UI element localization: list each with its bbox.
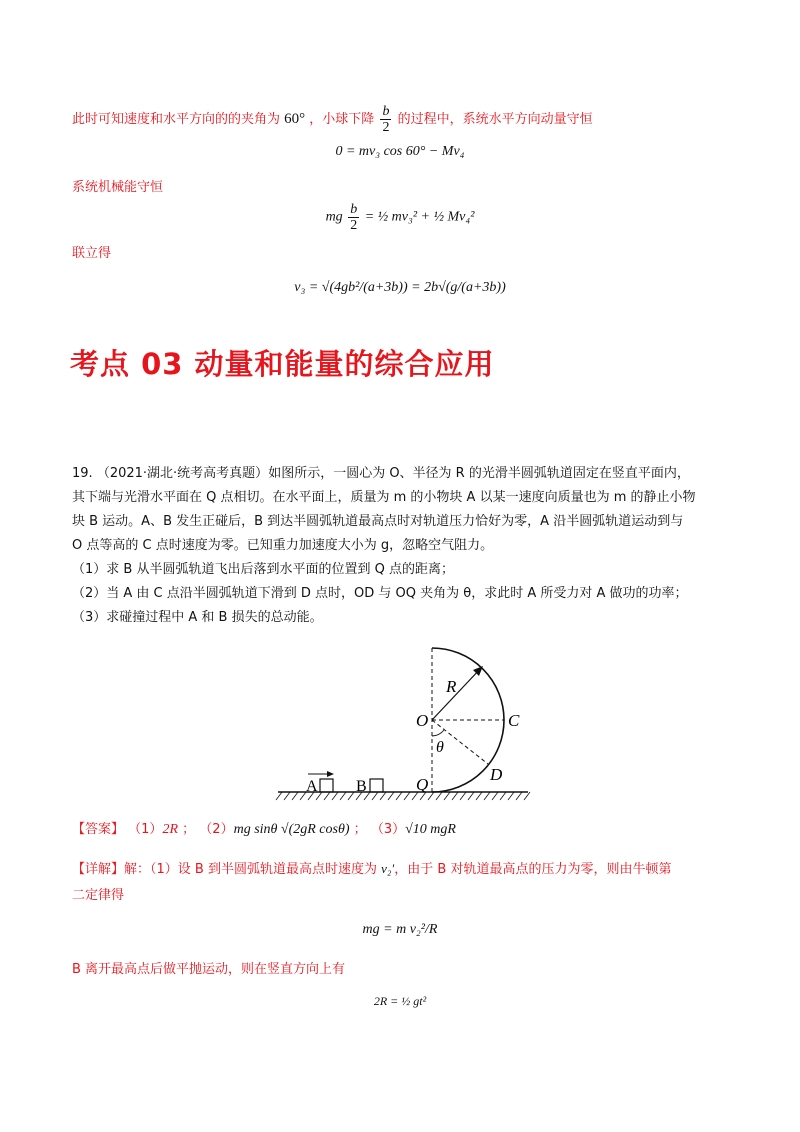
angle-value: 60° xyxy=(284,111,306,127)
velocity-arrowhead xyxy=(327,771,334,777)
answer-3-prefix: （3） xyxy=(370,822,406,837)
label-b: B xyxy=(356,778,367,795)
label-d: D xyxy=(490,765,503,784)
label-c: C xyxy=(508,711,520,730)
answer-1: 2R xyxy=(162,822,178,837)
section-heading: 考点 03 动量和能量的综合应用 xyxy=(70,347,495,381)
answer-2: mg sinθ √(2gR cosθ) xyxy=(233,822,350,837)
problem-line-3: 块 B 运动。A、B 发生正碰后，B 到达半圆弧轨道最高点时对轨道压力恰好为零，A 沿半圆弧轨道运动到与 xyxy=(72,514,684,529)
radius-r xyxy=(432,668,481,720)
problem-text-1: 如图所示，一圆心为 O、半径为 R 的光滑半圆弧轨道固定在竖直平面内， xyxy=(268,466,690,481)
detail-line-3: B 离开最高点后做平抛运动，则在竖直方向上有 xyxy=(72,962,346,977)
answer-2-prefix: （2） xyxy=(199,822,234,837)
answer-1-prefix: （1） xyxy=(128,822,163,837)
label-theta: θ xyxy=(436,739,444,756)
detail-text-1b: ，由于 B 对轨道最高点的压力为零，则由牛顿第 xyxy=(394,862,672,877)
detail-var-v2: v₂′ xyxy=(381,861,395,876)
fraction-denominator: 2 xyxy=(350,218,358,233)
label-o: O xyxy=(416,711,429,730)
answer-sep-2: ； xyxy=(353,822,367,837)
label-r: R xyxy=(446,677,457,696)
solution-text-c: 的过程中，系统水平方向动量守恒 xyxy=(397,112,593,127)
question-2: （2）当 A 由 C 点沿半圆弧轨道下滑到 D 点时，OD 与 OQ 夹角为 θ，求此时 A 所受力对 A 做功的功率； xyxy=(72,586,688,601)
track-diagram xyxy=(270,640,540,808)
theta-arc xyxy=(432,730,444,736)
label-q: Q xyxy=(416,775,429,794)
detail-line-2: 二定律得 xyxy=(72,888,125,903)
problem-line-1 xyxy=(72,462,732,486)
equation-momentum: 0 = mv₃ cos 60° − Mv₄ xyxy=(335,144,465,159)
equation-energy-rhs: = ½ mv₃² + ½ Mv₄² xyxy=(364,209,475,225)
solution-line-2: 系统机械能守恒 xyxy=(72,180,164,195)
problem-number: 19. xyxy=(72,466,93,481)
equation-energy xyxy=(0,202,800,233)
problem-text xyxy=(72,462,732,630)
equation-newton: mg = m v₂²/R xyxy=(362,922,438,937)
solution-line-1 xyxy=(72,104,593,135)
answer-line xyxy=(72,818,456,838)
question-1: （1）求 B 从半圆弧轨道飞出后落到水平面的位置到 Q 点的距离； xyxy=(72,562,454,577)
answer-tag: 【答案】 xyxy=(72,822,125,837)
problem-source: （2021·湖北·统考高考真题） xyxy=(96,466,269,481)
fraction-numerator: b xyxy=(350,202,358,217)
fraction-b-over-2-eq xyxy=(348,202,359,233)
problem-line-4: O 点等高的 C 点时速度为零。已知重力加速度大小为 g，忽略空气阻力。 xyxy=(72,538,494,553)
detail-tag: 【详解】 xyxy=(72,862,125,877)
equation-energy-lhs: mg xyxy=(325,209,343,225)
answer-sep-1: ； xyxy=(182,822,196,837)
solution-line-3: 联立得 xyxy=(72,246,112,261)
answer-3: √10 mgR xyxy=(405,822,456,837)
detail-text-1a: 解：（1）设 B 到半圆弧轨道最高点时速度为 xyxy=(124,862,377,877)
fraction-numerator: b xyxy=(382,104,390,119)
fraction-denominator: 2 xyxy=(382,120,390,135)
equation-fall: 2R = ½ gt² xyxy=(373,994,427,1008)
detail-line-1 xyxy=(72,858,671,877)
problem-line-2: 其下端与光滑水平面在 Q 点相切。在水平面上，质量为 m 的小物块 A 以某一速度向质量也为 m 的静止小物 xyxy=(72,490,696,505)
label-a: A xyxy=(306,778,318,795)
solution-text-a: 此时可知速度和水平方向的的夹角为 xyxy=(72,112,281,127)
block-a xyxy=(320,779,333,792)
fraction-b-over-2 xyxy=(380,104,391,135)
block-b xyxy=(370,779,383,792)
solution-text-b: ，小球下降 xyxy=(309,112,375,127)
question-3: （3）求碰撞过程中 A 和 B 损失的总动能。 xyxy=(72,610,323,625)
equation-result: v₃ = √(4gb²/(a+3b)) = 2b√(g/(a+3b)) xyxy=(294,280,506,295)
